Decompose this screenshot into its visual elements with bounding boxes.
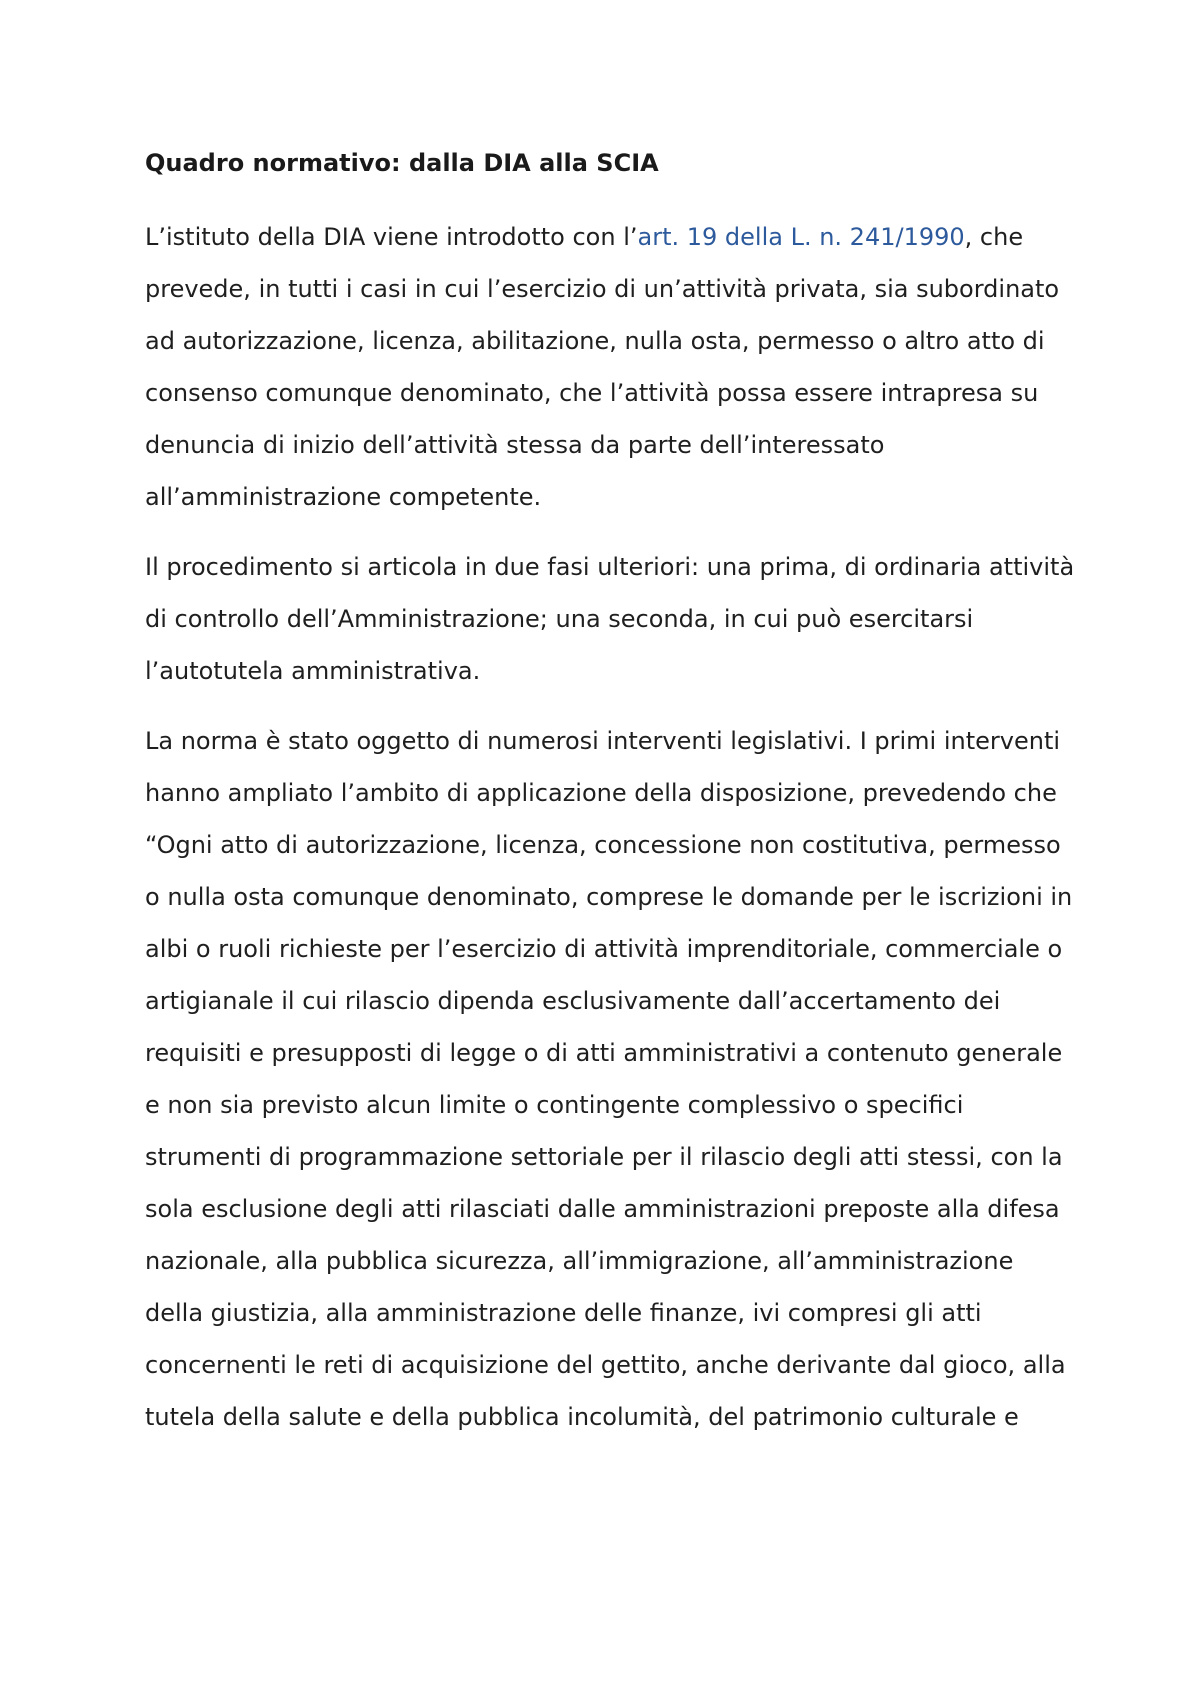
document-page bbox=[145, 145, 1075, 1461]
paragraph-procedure: Il procedimento si articola in due fasi ulteriori: una prima, di ordinaria attività di controllo dell’Amministrazione; una seconda, in cui può esercitarsi l’autotutela amministrativa. bbox=[145, 553, 1075, 685]
paragraph-legislative-interventions: La norma è stato oggetto di numerosi interventi legislativi. I primi interventi hanno ampliato l’ambito di applicazione della disposizione, prevedendo che “Ogni atto di autorizzazione, licenza, concessione non costitutiva, permesso o nulla osta comunque denominato, comprese le domande per le iscrizioni in albi o ruoli richieste per l’esercizio di attività imprenditoriale, commerciale o artigianale il cui rilascio dipenda esclusivamente dall’accertamento dei requisiti e presupposti di legge o di atti amministrativi a contenuto generale e non sia previsto alcun limite o contingente complessivo o specifici strumenti di programmazione settoriale per il rilascio degli atti stessi, con la sola esclusione degli atti rilasciati dalle amministrazioni preposte alla difesa nazionale, alla pubblica sicurezza, all’immigrazione, all’amministrazione della giustizia, alla amministrazione delle finanze, ivi compresi gli atti concernenti le reti di acquisizione del gettito, anche derivante dal gioco, alla tutela della salute e della pubblica incolumità, del patrimonio culturale e bbox=[145, 727, 1073, 1431]
paragraph-text: , che prevede, in tutti i casi in cui l’esercizio di un’attività privata, sia subordinato ad autorizzazione, licenza, abilitazione, nulla osta, permesso o altro atto di consenso comunque denominato, che l’attività possa essere intrapresa su denuncia di inizio dell’attività stessa da parte dell’interessato all’amministrazione competente. bbox=[145, 223, 1060, 511]
paragraph-text: L’istituto della DIA viene introdotto con l’ bbox=[145, 223, 638, 251]
paragraph-dia-intro bbox=[145, 211, 1075, 523]
document-title: Quadro normativo: dalla DIA alla SCIA bbox=[145, 149, 659, 177]
law-reference-link[interactable]: art. 19 della L. n. 241/1990 bbox=[637, 223, 965, 251]
